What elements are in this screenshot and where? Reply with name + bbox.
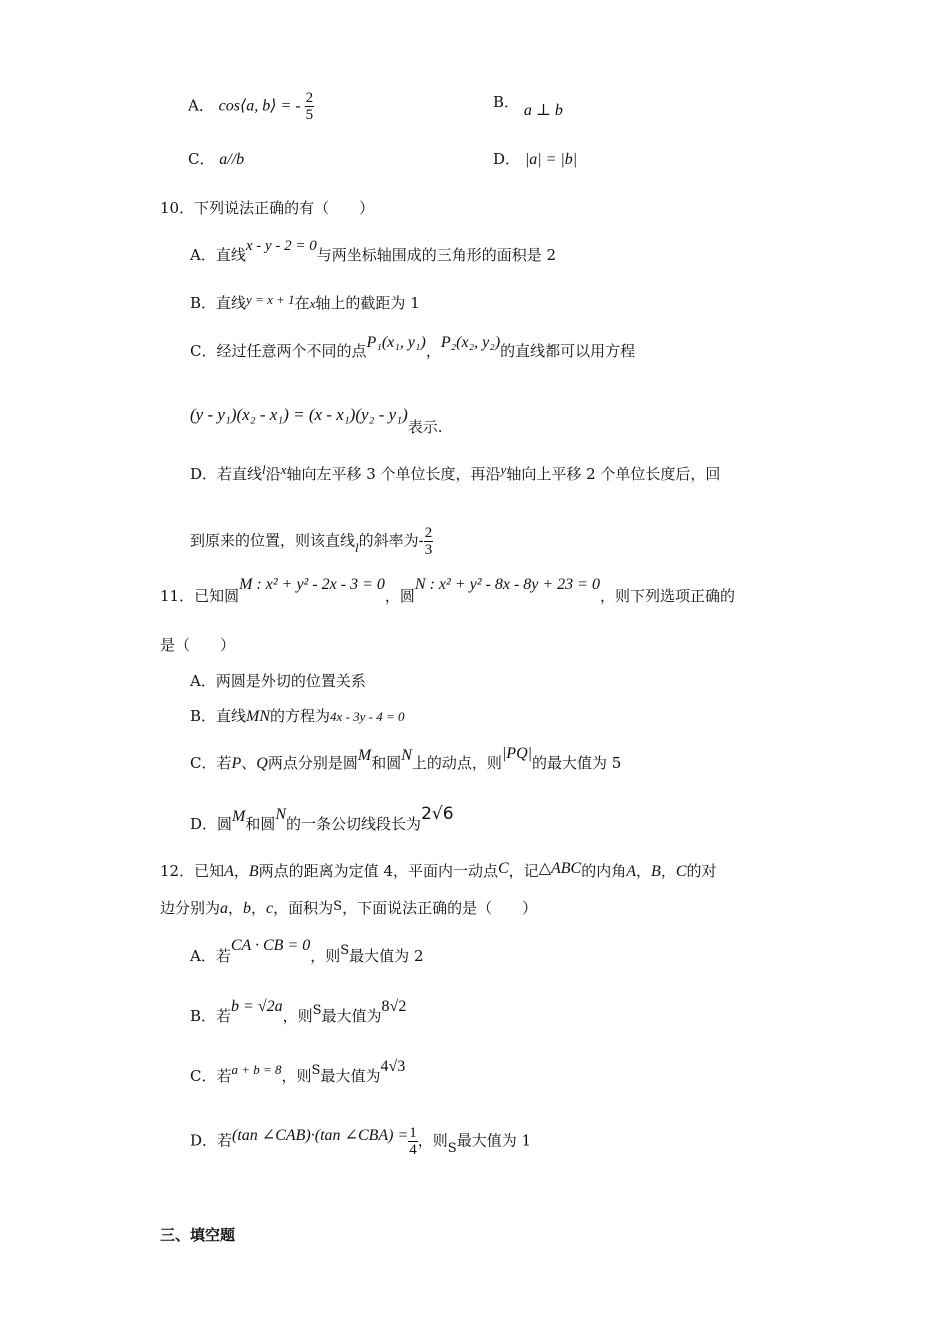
q10-option-c <box>190 334 636 363</box>
q11-option-c <box>190 745 622 775</box>
option-text: 轴上的截距为 1 <box>315 294 420 312</box>
q11-option-d <box>190 804 454 836</box>
stem-text: ，下面说法正确的是（ ） <box>342 899 538 917</box>
option-text: 的最大值为 5 <box>532 754 622 772</box>
option-label: B．直线 <box>190 294 247 312</box>
q12-stem-cont <box>160 897 537 921</box>
variable: x <box>280 462 287 477</box>
option-label: B． <box>493 93 520 111</box>
q11-stem-cont: 是（ ） <box>160 636 236 654</box>
variable: S <box>312 1003 322 1018</box>
q9-option-c <box>188 148 244 171</box>
math-expression: b = √2a <box>231 998 283 1015</box>
option-label: B．若 <box>190 1007 232 1025</box>
option-label: A．直线 <box>190 246 246 264</box>
variable: S <box>333 899 343 914</box>
variable: N <box>275 806 287 823</box>
math-expression: 2√6 <box>421 804 454 824</box>
variable: a <box>220 900 229 917</box>
option-label: D． <box>493 150 521 168</box>
math-expression: y = x + 1 <box>246 292 295 307</box>
option-label: C． <box>188 150 215 168</box>
variable: MN <box>246 708 271 725</box>
fraction <box>424 525 434 558</box>
option-text: 上的动点，则 <box>411 754 502 772</box>
stem-text: 12．已知 <box>160 862 225 880</box>
variable: C <box>498 860 509 877</box>
separator: ， <box>660 862 676 880</box>
option-text: 最大值为 1 <box>456 1131 532 1150</box>
point-p2: P₂(x₂, y₂) <box>440 334 501 351</box>
q9-option-a <box>188 90 314 123</box>
q10-option-d-cont <box>190 525 433 558</box>
denominator: 3 <box>424 542 433 558</box>
option-text: 的斜率为 <box>358 531 419 550</box>
variable: P <box>231 755 242 772</box>
stem-text: ，圆 <box>384 587 415 605</box>
variable: l <box>355 539 359 555</box>
q10-option-d <box>190 463 720 486</box>
variable: x <box>309 296 316 311</box>
option-label: C．若 <box>190 754 232 772</box>
q11-stem <box>160 576 735 608</box>
option-text: 的一条公切线段长为 <box>286 815 422 833</box>
option-text: ，则 <box>282 1007 313 1025</box>
option-text: ，则 <box>281 1067 312 1085</box>
variable: M <box>232 808 246 825</box>
stem-text: 的内角 <box>581 862 627 880</box>
option-text: 最大值为 <box>321 1007 382 1025</box>
math-expression: a + b = 8 <box>231 1062 282 1077</box>
triangle: △ABC <box>538 860 582 877</box>
q12-option-d <box>190 1125 531 1158</box>
math-expression: x - y - 2 = 0 <box>245 238 317 254</box>
math-expression: cos⟨a, b⟩ = - <box>218 97 305 115</box>
denominator: 4 <box>409 1142 417 1158</box>
point-p1: P₁(x₁, y₁) <box>366 334 426 351</box>
stem-text: ，记 <box>508 862 539 880</box>
variable: Q <box>256 755 268 772</box>
math-expression: (y - y₁)(x₂ - x₁) = (x - x₁)(y₂ - y₁) <box>190 405 408 424</box>
option-text: ，则 <box>310 947 341 965</box>
variable: B <box>651 863 661 880</box>
q10-option-b <box>190 292 420 315</box>
math-expression: a ⊥ b <box>523 102 563 119</box>
separator: ， <box>636 862 652 880</box>
separator: ， <box>425 342 441 360</box>
variable: b <box>243 900 252 917</box>
math-expression: (tan ∠CAB)·(tan ∠CBA) = <box>232 1126 409 1144</box>
section-heading: 三、填空题 <box>160 1226 236 1244</box>
option-text: ，则 <box>417 1131 448 1150</box>
stem-text: ，面积为 <box>273 899 334 917</box>
variable: M <box>357 747 372 764</box>
variable: N <box>401 747 412 764</box>
option-text: 的方程为 <box>270 707 331 725</box>
numerator: 2 <box>305 90 314 106</box>
option-label: D．若 <box>190 1131 233 1150</box>
stem-text: 的对 <box>686 862 717 880</box>
circle-n-equation: N : x² + y² - 8x - 8y + 23 = 0 <box>414 576 600 593</box>
stem-text: 11．已知圆 <box>160 587 240 605</box>
math-expression: 8√2 <box>381 998 407 1015</box>
separator: 、 <box>241 754 257 772</box>
q9-option-b <box>493 91 563 119</box>
stem-text: 边分别为 <box>160 899 221 917</box>
minus-sign: - <box>418 531 424 550</box>
q11-option-b <box>190 705 405 728</box>
q10-stem: 10．下列说法正确的有（ ） <box>160 199 375 217</box>
option-text: 在 <box>294 294 310 312</box>
option-label: A．若 <box>190 947 231 965</box>
math-expression: CA · CB = 0 <box>230 937 311 954</box>
math-expression: |a| = |b| <box>524 151 578 168</box>
variable: S <box>447 1140 457 1156</box>
option-text: 最大值为 2 <box>349 947 424 965</box>
stem-text: 两点的距离为定值 4，平面内一动点 <box>258 862 498 880</box>
stem-text: ，则下列选项正确的 <box>599 587 735 605</box>
separator: ， <box>228 899 244 917</box>
denominator: 5 <box>305 107 314 123</box>
fraction <box>305 90 315 123</box>
q12-option-c <box>190 1058 406 1089</box>
variable: A <box>224 863 234 880</box>
q12-stem <box>160 860 717 883</box>
option-label: D．圆 <box>190 815 233 833</box>
variable: A <box>626 863 637 880</box>
math-expression: 4√3 <box>380 1058 406 1075</box>
variable: C <box>675 863 687 880</box>
option-text: 最大值为 <box>320 1067 381 1085</box>
option-text: 和圆 <box>371 754 402 772</box>
option-text: 和圆 <box>245 815 276 833</box>
q9-option-d <box>493 148 577 171</box>
option-text: 到原来的位置，则该直线 <box>190 531 356 550</box>
q11-option-a: A．两圆是外切的位置关系 <box>190 672 366 690</box>
numerator: 1 <box>409 1125 417 1141</box>
math-expression: a//b <box>219 151 245 168</box>
option-label: D．若直线 <box>190 465 263 483</box>
q12-option-b <box>190 998 407 1029</box>
option-text: 表示. <box>407 418 443 436</box>
math-expression: |PQ| <box>501 745 533 762</box>
separator: ， <box>233 862 249 880</box>
option-text: 轴向左平移 3 个单位长度，再沿 <box>286 465 501 483</box>
variable: c <box>266 900 274 917</box>
variable: l <box>262 462 266 477</box>
q10-option-c-equation <box>190 404 443 436</box>
option-text: 的直线都可以用方程 <box>500 342 636 360</box>
option-label: C．若 <box>190 1067 232 1085</box>
option-label: C．经过任意两个不同的点 <box>190 342 367 360</box>
separator: ， <box>251 899 267 917</box>
variable: S <box>340 943 350 958</box>
option-label: B．直线 <box>190 707 247 725</box>
circle-m-equation: M : x² + y² - 2x - 3 = 0 <box>239 576 385 593</box>
variable: y <box>500 462 507 477</box>
option-text: 与两坐标轴围成的三角形的面积是 2 <box>316 246 557 264</box>
math-expression: 4x - 3y - 4 = 0 <box>330 709 405 724</box>
q10-option-a <box>190 238 557 267</box>
option-label: A． <box>188 96 214 115</box>
variable: B <box>248 863 259 880</box>
option-text: 两点分别是圆 <box>267 754 358 772</box>
numerator: 2 <box>424 525 433 541</box>
q12-option-a <box>190 937 424 969</box>
option-text: 轴向上平移 2 个单位长度后，回 <box>506 465 721 483</box>
option-text: 沿 <box>265 465 281 483</box>
fraction <box>408 1125 418 1158</box>
variable: S <box>311 1063 321 1078</box>
